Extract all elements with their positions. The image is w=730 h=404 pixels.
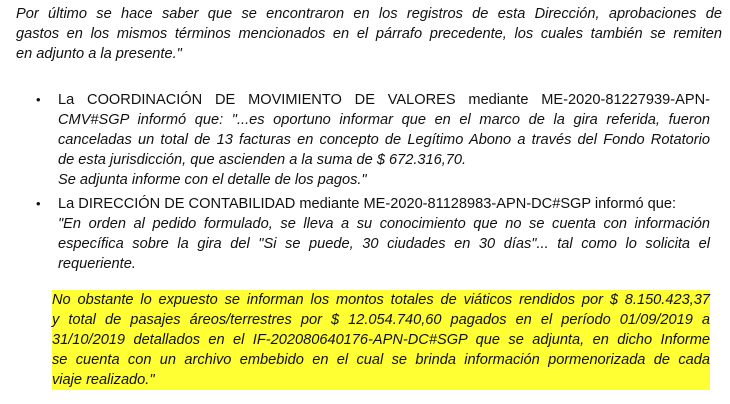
highlight-line: No obstante lo expuesto se informan los montos totales de viáticos rendidos por $ 8.150.423,37: [52, 292, 710, 308]
text-line: canceladas un total de 13 facturas en concepto de Legítimo Abono a través del Fondo Rotatorio: [58, 132, 710, 148]
text-line: La COORDINACIÓN DE MOVIMIENTO DE VALORES mediante ME-2020-81227939-APN-: [58, 92, 710, 108]
text-line: CMV#SGP informó que: "...es oportuno informar que en el marco de la gira referida, fueron: [58, 112, 710, 128]
intro-paragraph: [16, 4, 722, 64]
text-line: Se adjunta informe con el detalle de los pagos.": [58, 172, 367, 188]
highlight-line: se cuenta con un archivo embebido en el cual se brinda información pormenorizada de cada: [52, 352, 710, 368]
text-line: La DIRECCIÓN DE CONTABILIDAD mediante ME-2020-81128983-APN-DC#SGP informó que:: [58, 196, 677, 212]
text-line: "En orden al pedido formulado, se lleva a su conocimiento que no se cuenta con información: [58, 216, 710, 232]
intro-line: Por último se hace saber que se encontraron en los registros de esta Dirección, aprobaciones de: [16, 6, 722, 22]
highlight-line: y total de pasajes áreos/terrestres por $ 12.054.740,60 pagados en el período 01/09/2019 a: [52, 312, 710, 328]
bullet-icon: •: [36, 92, 41, 107]
highlight-line: viaje realizado.": [52, 372, 155, 388]
intro-line: gastos en los mismos términos mencionados en el párrafo precedente, los cuales también se remiten: [16, 26, 722, 42]
highlighted-passage: [52, 290, 710, 390]
text-line: específica sobre la gira del "Si se puede, 30 ciudades en 30 días"... tal como lo solicita el: [58, 236, 710, 252]
bullet-text: [58, 194, 710, 274]
highlight-line: 31/10/2019 detallados en el IF-202080640176-APN-DC#SGP que se adjunta, en dicho Informe: [52, 332, 710, 348]
bullet-text: [58, 90, 710, 190]
bullet-icon: •: [36, 196, 41, 211]
intro-line: en adjunto a la presente.": [16, 46, 182, 62]
text-line: requeriente.: [58, 256, 136, 272]
text-line: de esta jurisdicción, que ascienden a la suma de $ 672.316,70.: [58, 152, 467, 168]
